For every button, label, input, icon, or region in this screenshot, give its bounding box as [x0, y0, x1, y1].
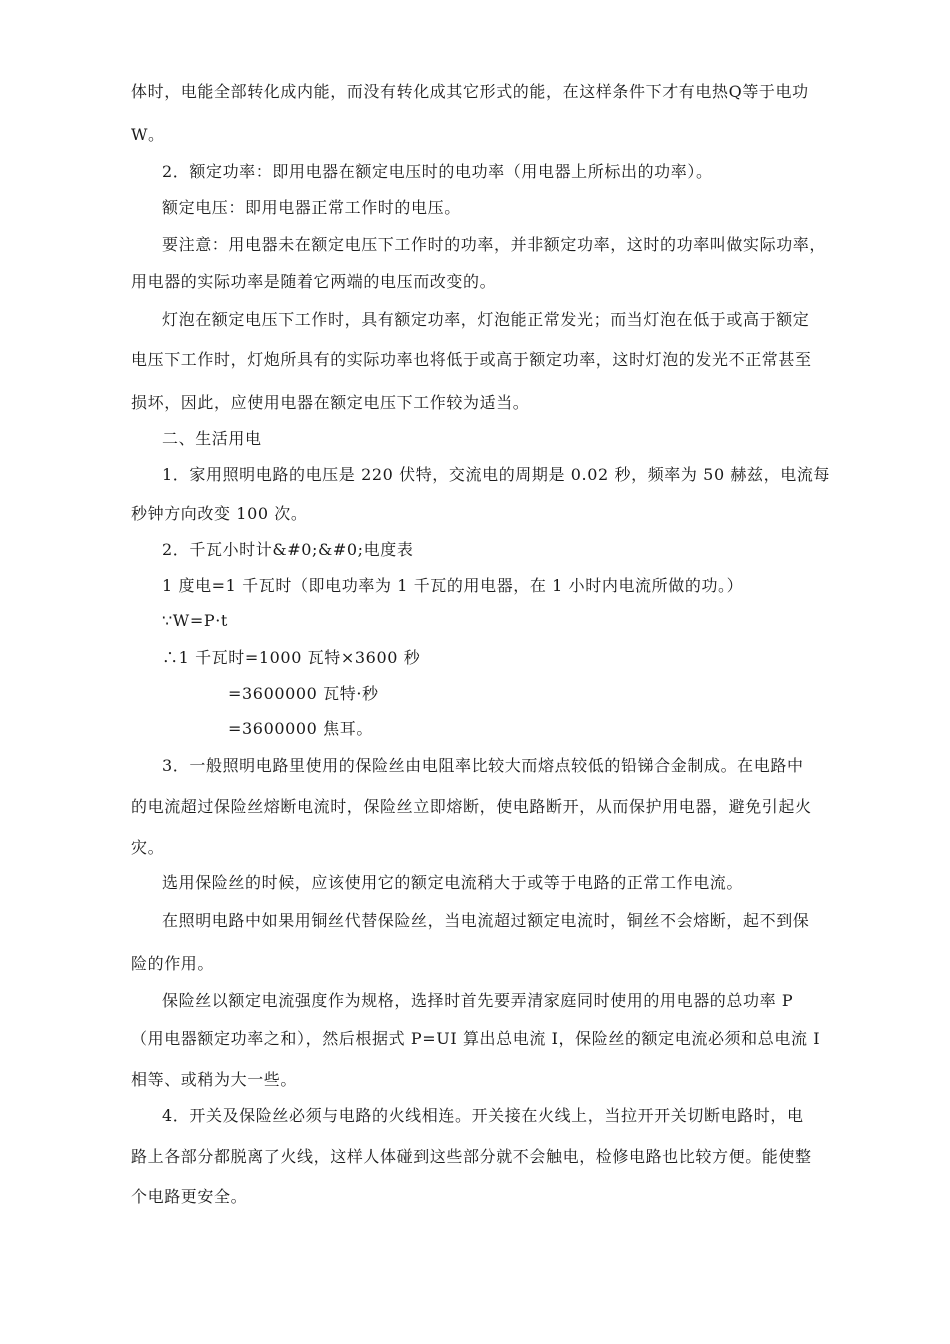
paragraph-line: 用电器的实际功率是随着它两端的电压而改变的。	[131, 272, 497, 291]
paragraph-line: 2．千瓦小时计&#0;&#0;电度表	[162, 540, 414, 559]
paragraph-line: 额定电压：即用电器正常工作时的电压。	[162, 198, 461, 217]
paragraph-line: 电压下工作时，灯炮所具有的实际功率也将低于或高于额定功率，这时灯泡的发光不正常甚至	[131, 350, 812, 369]
paragraph-line: 4．开关及保险丝必须与电路的火线相连。开关接在火线上，当拉开开关切断电路时，电	[162, 1106, 804, 1125]
paragraph-line: 险的作用。	[131, 954, 215, 973]
paragraph-line: 在照明电路中如果用铜丝代替保险丝，当电流超过额定电流时，铜丝不会熔断，起不到保	[162, 911, 810, 930]
paragraph-line: 个电路更安全。	[131, 1187, 248, 1206]
paragraph-line: 损坏，因此，应使用电器在额定电压下工作较为适当。	[131, 393, 530, 412]
paragraph-line: 2．额定功率：即用电器在额定电压时的电功率（用电器上所标出的功率）。	[162, 162, 713, 181]
paragraph-line: （用电器额定功率之和），然后根据式 P=UI 算出总电流 I，保险丝的额定电流必须和总电流 I	[131, 1029, 821, 1048]
paragraph-line: 3．一般照明电路里使用的保险丝由电阻率比较大而熔点较低的铅锑合金制成。在电路中	[162, 756, 804, 775]
paragraph-line: 秒钟方向改变 100 次。	[131, 504, 308, 523]
paragraph-line: 1 度电=1 千瓦时（即电功率为 1 千瓦的用电器，在 1 小时内电流所做的功。）	[162, 576, 744, 595]
paragraph-line: 1．家用照明电路的电压是 220 伏特，交流电的周期是 0.02 秒，频率为 50 赫兹，电流每	[162, 465, 831, 484]
formula-line: ∴1 千瓦时=1000 瓦特×3600 秒	[162, 648, 421, 667]
paragraph-line: 路上各部分都脱离了火线，这样人体碰到这些部分就不会触电，检修电路也比较方便。能使整	[131, 1147, 812, 1166]
paragraph-line: 选用保险丝的时候，应该使用它的额定电流稍大于或等于电路的正常工作电流。	[162, 873, 744, 892]
paragraph-line: 相等、或稍为大一些。	[131, 1070, 298, 1089]
paragraph-line: 灯泡在额定电压下工作时，具有额定功率，灯泡能正常发光；而当灯泡在低于或高于额定	[162, 310, 810, 329]
paragraph-line: 要注意：用电器未在额定电压下工作时的功率，并非额定功率，这时的功率叫做实际功率，	[162, 235, 827, 254]
formula-line: ∵W=P·t	[162, 611, 228, 630]
paragraph-line: 体时，电能全部转化成内能，而没有转化成其它形式的能，在这样条件下才有电热Q等于电功	[131, 82, 809, 101]
paragraph-line: 保险丝以额定电流强度作为规格，选择时首先要弄清家庭同时使用的用电器的总功率 P	[162, 991, 794, 1010]
section-heading: 二、生活用电	[162, 429, 262, 448]
paragraph-line: W。	[131, 125, 165, 144]
paragraph-line: 的电流超过保险丝熔断电流时，保险丝立即熔断，使电路断开，从而保护用电器，避免引起火	[131, 797, 812, 816]
paragraph-line: 灾。	[131, 838, 165, 857]
formula-line: =3600000 焦耳。	[228, 719, 373, 738]
formula-line: =3600000 瓦特·秒	[228, 684, 379, 703]
